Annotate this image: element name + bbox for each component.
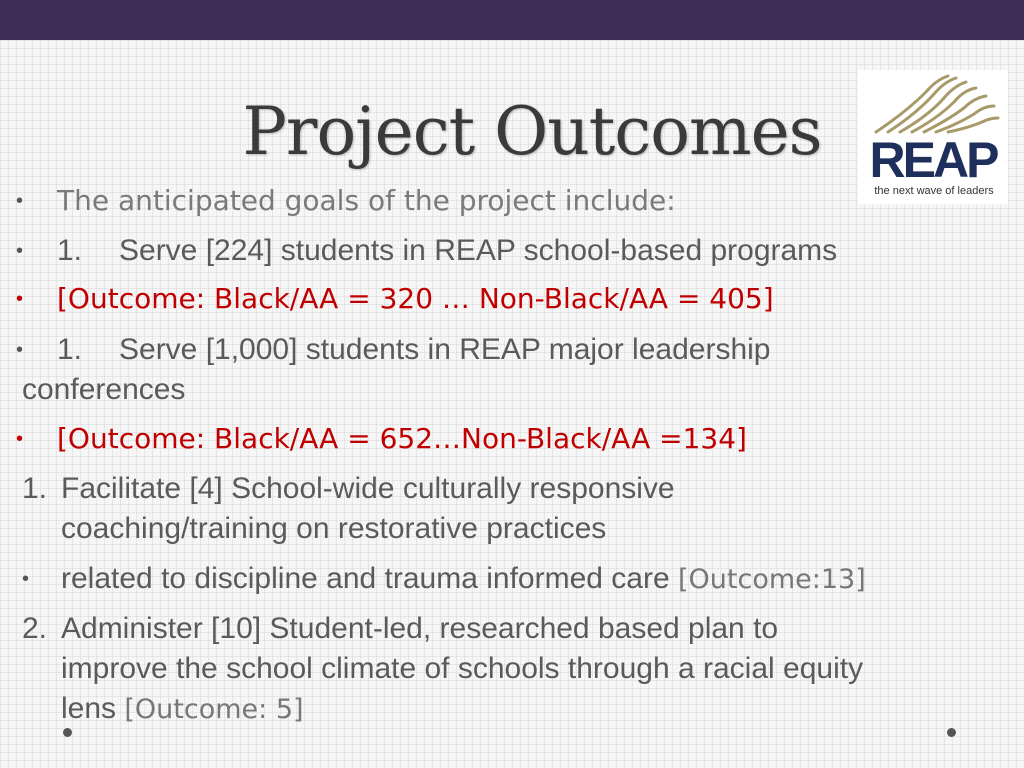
goal-1-text: Serve [224] students in REAP school-based programs bbox=[119, 234, 838, 267]
goal-1 bbox=[57, 231, 837, 271]
goal-2 bbox=[57, 330, 770, 370]
sub-bullet-outcome: [Outcome:13] bbox=[678, 564, 866, 595]
bullet-icon: • bbox=[16, 428, 24, 450]
intro-text: The anticipated goals of the project include: bbox=[57, 184, 676, 217]
bullet-icon: • bbox=[16, 190, 24, 212]
page-title: Project Outcomes bbox=[242, 93, 822, 170]
item-2-line-1: Administer [10] Student-led, researched based plan to bbox=[61, 612, 779, 645]
item-1-line-1: Facilitate [4] School-wide culturally responsive bbox=[61, 472, 675, 505]
outcome-2: [Outcome: Black/AA = 652…Non-Black/AA =134] bbox=[57, 422, 747, 455]
goal-1-number: 1. bbox=[57, 234, 83, 267]
bullet-icon: • bbox=[16, 288, 24, 310]
logo-tagline: the next wave of leaders bbox=[874, 185, 994, 197]
item-2-number: 2. bbox=[22, 612, 48, 645]
sub-bullet bbox=[61, 559, 866, 600]
bullet-icon: • bbox=[16, 240, 24, 262]
goal-2-continued: conferences bbox=[22, 373, 186, 406]
goal-2-number: 1. bbox=[57, 333, 83, 366]
corner-dot-right bbox=[947, 728, 956, 737]
reap-logo bbox=[858, 70, 1008, 204]
sub-bullet-text: related to discipline and trauma informed care bbox=[61, 562, 670, 595]
top-bar bbox=[0, 0, 1024, 40]
wave-icon bbox=[866, 72, 1000, 136]
item-2-line-3-text: lens bbox=[61, 692, 117, 725]
logo-word: REAP bbox=[869, 132, 997, 188]
corner-dot-left bbox=[63, 728, 72, 737]
bullet-icon: • bbox=[22, 568, 30, 590]
item-2-line-3 bbox=[61, 689, 304, 730]
item-1-line-2: coaching/training on restorative practices bbox=[61, 512, 607, 545]
item-1-number: 1. bbox=[22, 472, 48, 505]
item-2-line-2: improve the school climate of schools through a racial equity bbox=[61, 652, 864, 685]
outcome-1: [Outcome: Black/AA = 320 … Non-Black/AA = 405] bbox=[57, 282, 774, 315]
goal-2-text: Serve [1,000] students in REAP major leadership bbox=[119, 333, 771, 366]
bullet-icon: • bbox=[16, 339, 24, 361]
item-2-outcome: [Outcome: 5] bbox=[124, 694, 304, 725]
